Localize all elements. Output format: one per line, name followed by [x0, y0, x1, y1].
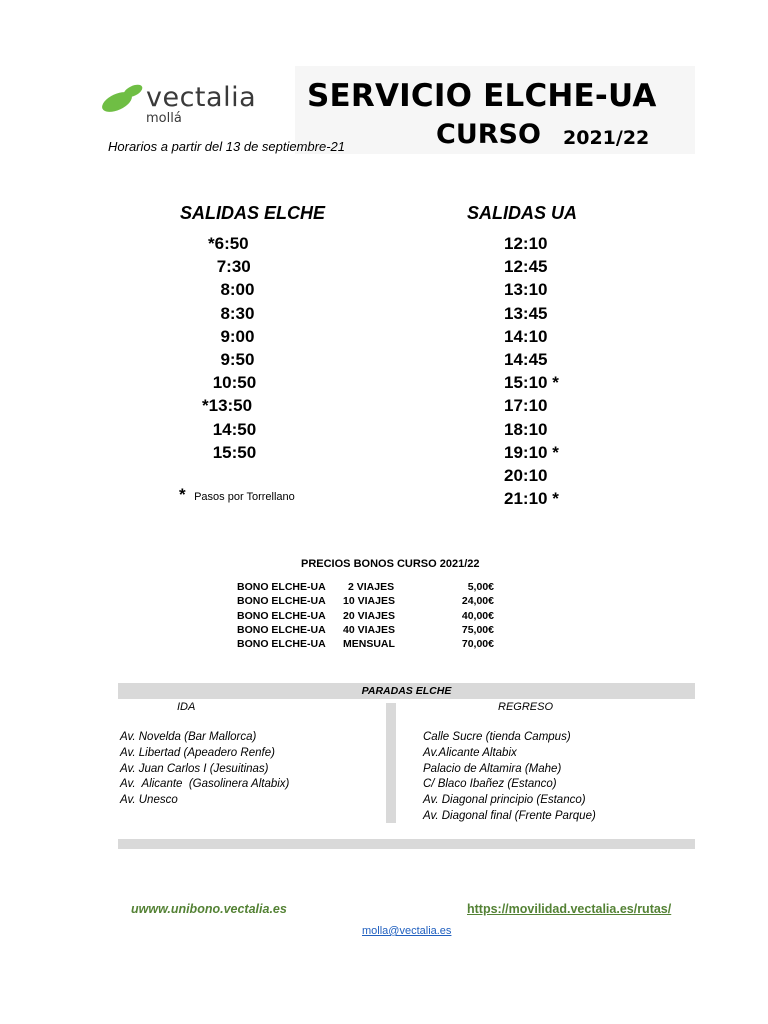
- note-text: Pasos por Torrellano: [194, 491, 295, 503]
- elche-time: 8:00: [211, 280, 255, 300]
- elche-time: 10:50: [208, 373, 257, 393]
- elche-time: 8:30: [211, 303, 255, 323]
- ua-time: 18:10: [504, 419, 548, 439]
- schedule-subtitle: Horarios a partir del 13 de septiembre-21: [108, 139, 346, 154]
- ida-stop: Av. Novelda (Bar Mallorca): [120, 731, 257, 743]
- elche-time: *13:50: [202, 396, 253, 416]
- salidas-elche-heading: SALIDAS ELCHE: [180, 203, 326, 223]
- price-bono-amount: 24,00€: [461, 595, 494, 608]
- elche-time: 9:50: [211, 350, 255, 370]
- ua-time: 15:10 *: [504, 373, 559, 393]
- torrellano-note: [179, 485, 295, 505]
- movilidad-link[interactable]: https://movilidad.vectalia.es/rutas/: [467, 902, 672, 916]
- ua-time: 21:10 *: [504, 489, 559, 509]
- price-bono-name: BONO ELCHE-UA: [237, 623, 326, 636]
- curso-label: CURSO: [436, 119, 541, 150]
- stops-title: PARADAS ELCHE: [361, 685, 452, 697]
- price-row: [237, 580, 497, 594]
- price-bono-type: MENSUAL: [343, 638, 395, 651]
- price-bono-amount: 40,00€: [461, 609, 494, 622]
- price-row: [237, 609, 497, 623]
- ida-stops-list: [120, 730, 289, 809]
- regreso-stops-list: [423, 730, 596, 825]
- regreso-stop: Av. Diagonal final (Frente Parque): [423, 809, 596, 822]
- price-bono-amount: 5,00€: [467, 581, 494, 593]
- unibono-link[interactable]: uwww.unibono.vectalia.es: [131, 902, 287, 916]
- vectalia-logo: [100, 80, 300, 128]
- regreso-stop: Av.Alicante Altabix: [423, 746, 517, 759]
- ua-time: 13:10: [504, 280, 548, 300]
- regreso-stop: Calle Sucre (tienda Campus): [423, 731, 571, 743]
- ida-stop: Av. Libertad (Apeadero Renfe): [120, 746, 275, 759]
- elche-time: 9:00: [211, 326, 255, 346]
- price-row: [237, 623, 497, 637]
- email-link[interactable]: molla@vectalia.es: [362, 925, 452, 937]
- elche-time: *6:50: [208, 234, 249, 253]
- price-bono-name: BONO ELCHE-UA: [237, 581, 326, 593]
- price-bono-amount: 75,00€: [461, 623, 494, 636]
- prices-title: PRECIOS BONOS CURSO 2021/22: [301, 558, 480, 570]
- price-bono-name: BONO ELCHE-UA: [237, 609, 326, 622]
- price-bono-name: BONO ELCHE-UA: [237, 595, 326, 608]
- ua-time: 12:10: [504, 234, 548, 253]
- elche-times-list: [202, 232, 256, 464]
- elche-time: 7:30: [212, 257, 251, 277]
- elche-time: 15:50: [208, 442, 257, 462]
- curso-year: 2021/22: [563, 127, 650, 149]
- ua-time: 14:45: [504, 350, 548, 370]
- price-bono-type: 2 VIAJES: [348, 581, 395, 593]
- ua-time: 17:10: [504, 396, 548, 416]
- ua-time: 14:10: [504, 326, 548, 346]
- regreso-stop: Av. Diagonal principio (Estanco): [423, 794, 586, 807]
- ua-time: 20:10: [504, 466, 548, 486]
- stops-divider: [386, 703, 396, 823]
- regreso-stop: C/ Blaco Ibañez (Estanco): [423, 778, 557, 791]
- price-bono-type: 10 VIAJES: [343, 595, 395, 608]
- logo-wordmark: vectalia: [146, 82, 257, 113]
- prices-table: [237, 580, 497, 651]
- stops-footer-bar: [118, 839, 695, 849]
- ua-times-list: [504, 232, 559, 510]
- price-row: [237, 637, 497, 651]
- ida-stop: Av. Juan Carlos I (Jesuitinas): [120, 762, 269, 775]
- ua-time: 12:45: [504, 257, 548, 277]
- logo-subtext: mollá: [146, 111, 182, 126]
- ida-stop: Av. Unesco: [120, 794, 178, 807]
- regreso-stop: Palacio de Altamira (Mahe): [423, 762, 562, 775]
- salidas-ua-heading: SALIDAS UA: [467, 203, 578, 223]
- price-bono-type: 40 VIAJES: [343, 623, 395, 636]
- elche-time: 14:50: [208, 419, 257, 439]
- price-row: [237, 594, 497, 608]
- ida-stop: Av. Alicante (Gasolinera Altabix): [120, 778, 290, 791]
- price-bono-amount: 70,00€: [461, 638, 494, 651]
- ua-time: 19:10 *: [504, 442, 559, 462]
- ida-label: IDA: [177, 701, 196, 713]
- ua-time: 13:45: [504, 303, 548, 323]
- page-title: SERVICIO ELCHE-UA: [307, 78, 657, 114]
- note-asterisk: *: [179, 485, 186, 504]
- logo-leaf-icon: [100, 82, 146, 116]
- price-bono-type: 20 VIAJES: [343, 609, 395, 622]
- price-bono-name: BONO ELCHE-UA: [237, 638, 326, 651]
- regreso-label: REGRESO: [498, 701, 554, 713]
